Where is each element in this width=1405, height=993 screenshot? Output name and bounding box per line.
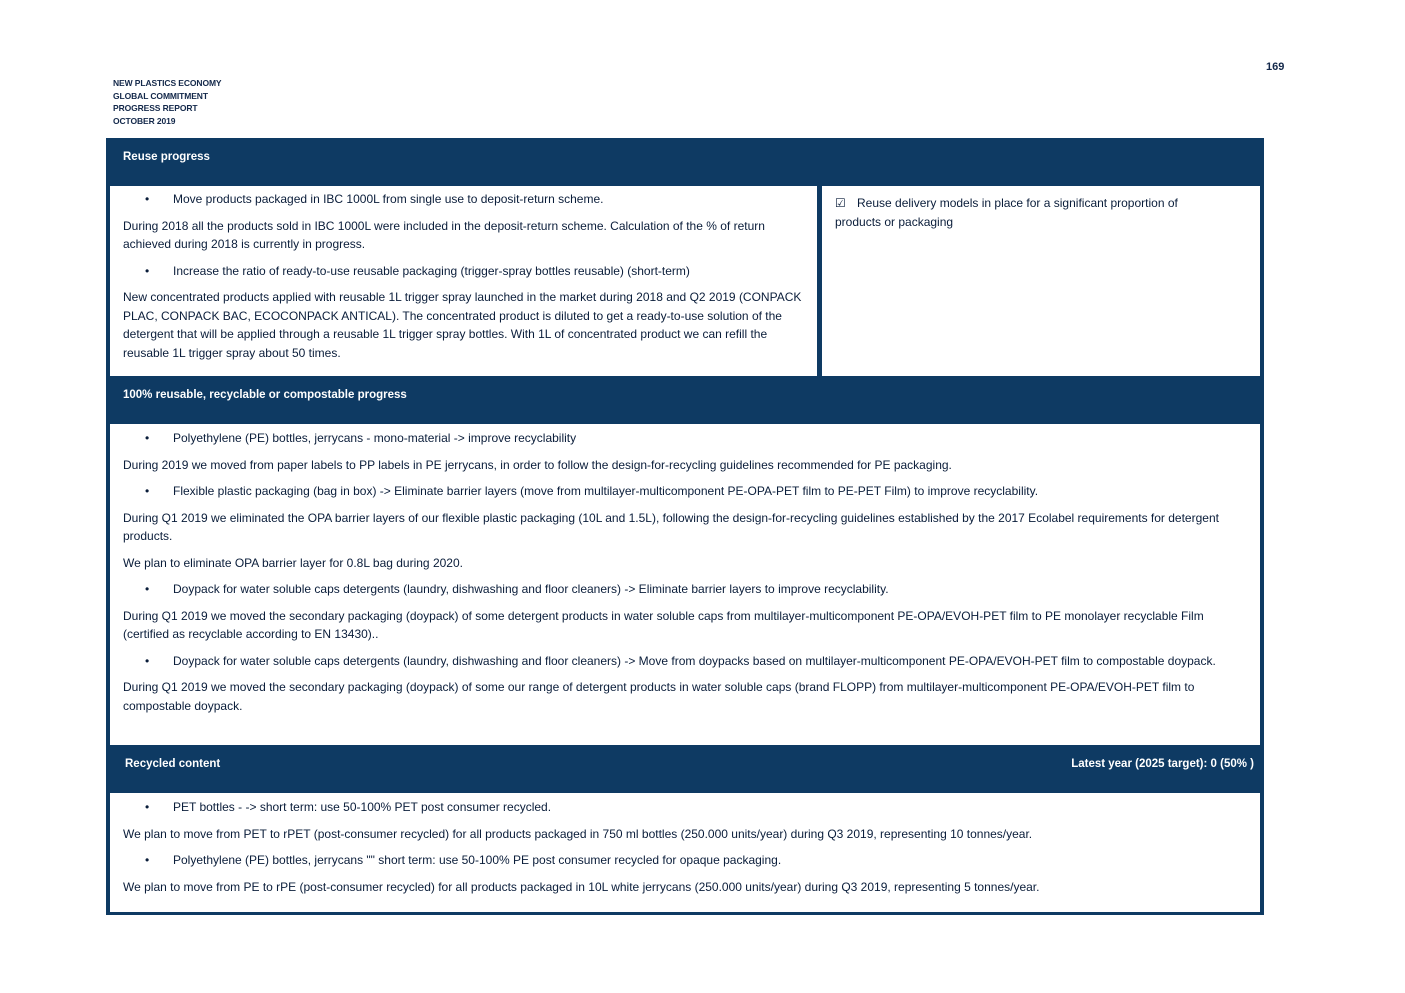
header-line-1: NEW PLASTICS ECONOMY bbox=[113, 78, 222, 88]
bullet-icon: • bbox=[145, 192, 150, 206]
list-item: • Flexible plastic packaging (bag in box) -> Eliminate barrier layers (move from multilayer-multicomponent PE-OPA-PET film to PE-PET Film) to improve recyclability. bbox=[123, 482, 1252, 501]
report-header bbox=[113, 77, 222, 127]
paragraph: New concentrated products applied with reusable 1L trigger spray launched in the market during 2018 and Q2 2019 (CONPACK PLAC, CONPACK BAC, ECOCONPACK ANTICAL). The concentrated product is diluted to get a ready-to-use solution of the detergent that will be applied through a reusable 1L trigger spray bottles. With 1L of concentrated product we can refill the reusable 1L trigger spray about 50 times. bbox=[123, 290, 802, 360]
paragraph: During 2019 we moved from paper labels to PP labels in PE jerrycans, in order to follow the design-for-recycling guidelines recommended for PE packaging. bbox=[123, 457, 952, 472]
reuse-section bbox=[106, 138, 1264, 379]
list-item: • Polyethylene (PE) bottles, jerrycans - mono-material -> improve recyclability bbox=[123, 429, 1252, 448]
recycled-panel bbox=[110, 793, 1260, 912]
list-item: • PET bottles - -> short term: use 50-100% PET post consumer recycled. bbox=[123, 798, 1252, 817]
bullet-icon: • bbox=[145, 800, 150, 814]
paragraph: We plan to move from PE to rPE (post-consumer recycled) for all products packaged in 10L white jerrycans (250.000 units/year) during Q3 2019, representing 5 tonnes/year. bbox=[123, 879, 1040, 894]
recyclable-title: 100% reusable, recyclable or compostable progress bbox=[123, 389, 407, 401]
list-item: • Doypack for water soluble caps detergents (laundry, dishwashing and floor cleaners) -> Move from doypacks based on multilayer-multicomponent PE-OPA/EVOH-PET film to compostable doypack. bbox=[123, 652, 1252, 671]
list-item: • Polyethylene (PE) bottles, jerrycans "" short term: use 50-100% PE post consumer recycled for opaque packaging. bbox=[123, 851, 1252, 870]
paragraph: We plan to move from PET to rPET (post-consumer recycled) for all products packaged in 750 ml bottles (250.000 units/year) during Q3 2019, representing 10 tonnes/year. bbox=[123, 826, 1033, 841]
page-number: 169 bbox=[1266, 61, 1285, 73]
paragraph: During 2018 all the products sold in IBC 1000L were included in the deposit-return scheme. Calculation of the % of return achieved during 2018 is currently in progress. bbox=[123, 218, 765, 251]
recyclable-title-bar bbox=[106, 378, 1264, 424]
header-line-3: PROGRESS REPORT bbox=[113, 103, 198, 113]
header-line-4: OCTOBER 2019 bbox=[113, 115, 176, 126]
reuse-right-panel bbox=[822, 186, 1260, 376]
list-item: • Move products packaged in IBC 1000L from single use to deposit-return scheme. bbox=[123, 190, 805, 209]
bullet-icon: • bbox=[145, 582, 150, 596]
bullet-icon: • bbox=[145, 263, 150, 278]
checkbox-item: ☑ Reuse delivery models in place for a significant proportion of products or packaging bbox=[835, 196, 1178, 229]
bullet-icon: • bbox=[145, 853, 150, 867]
paragraph: During Q1 2019 we moved the secondary packaging (doypack) of some detergent products in water soluble caps from multilayer-multicomponent PE-OPA/EVOH-PET film to PE monolayer recyclable Film (certified as recyclable according to EN 13430).. bbox=[123, 608, 1204, 641]
paragraph: We plan to eliminate OPA barrier layer for 0.8L bag during 2020. bbox=[123, 555, 463, 570]
list-item: • Increase the ratio of ready-to-use reusable packaging (trigger-spray bottles reusable) (short-term) bbox=[123, 262, 805, 281]
paragraph: During Q1 2019 we eliminated the OPA barrier layers of our flexible plastic packaging (10L and 1.5L), following the design-for-recycling guidelines established by the 2017 Ecolabel requirements for detergent products. bbox=[123, 510, 1219, 543]
checkbox-icon: ☑ bbox=[835, 196, 846, 210]
list-item: • Doypack for water soluble caps detergents (laundry, dishwashing and floor cleaners) -> Eliminate barrier layers to improve recyclability. bbox=[123, 580, 1252, 599]
bullet-icon: • bbox=[145, 653, 150, 668]
recycled-title: Recycled content bbox=[125, 758, 221, 770]
reuse-title-bar bbox=[106, 138, 1264, 186]
reuse-title: Reuse progress bbox=[123, 151, 210, 163]
recyclable-section bbox=[106, 378, 1264, 748]
recycled-latest-year: Latest year (2025 target): 0 (50% ) bbox=[1071, 758, 1254, 770]
recycled-title-bar bbox=[106, 747, 1264, 793]
recycled-section bbox=[106, 747, 1264, 915]
recyclable-panel bbox=[110, 424, 1260, 745]
paragraph: During Q1 2019 we moved the secondary packaging (doypack) of some our range of detergent products in water soluble caps (brand FLOPP) from multilayer-multicomponent PE-OPA/EVOH-PET film to compostable doypack. bbox=[123, 680, 1195, 713]
bullet-icon: • bbox=[145, 484, 150, 498]
bullet-icon: • bbox=[145, 431, 150, 445]
reuse-left-panel bbox=[110, 186, 817, 376]
header-line-2: GLOBAL COMMITMENT bbox=[113, 90, 208, 101]
